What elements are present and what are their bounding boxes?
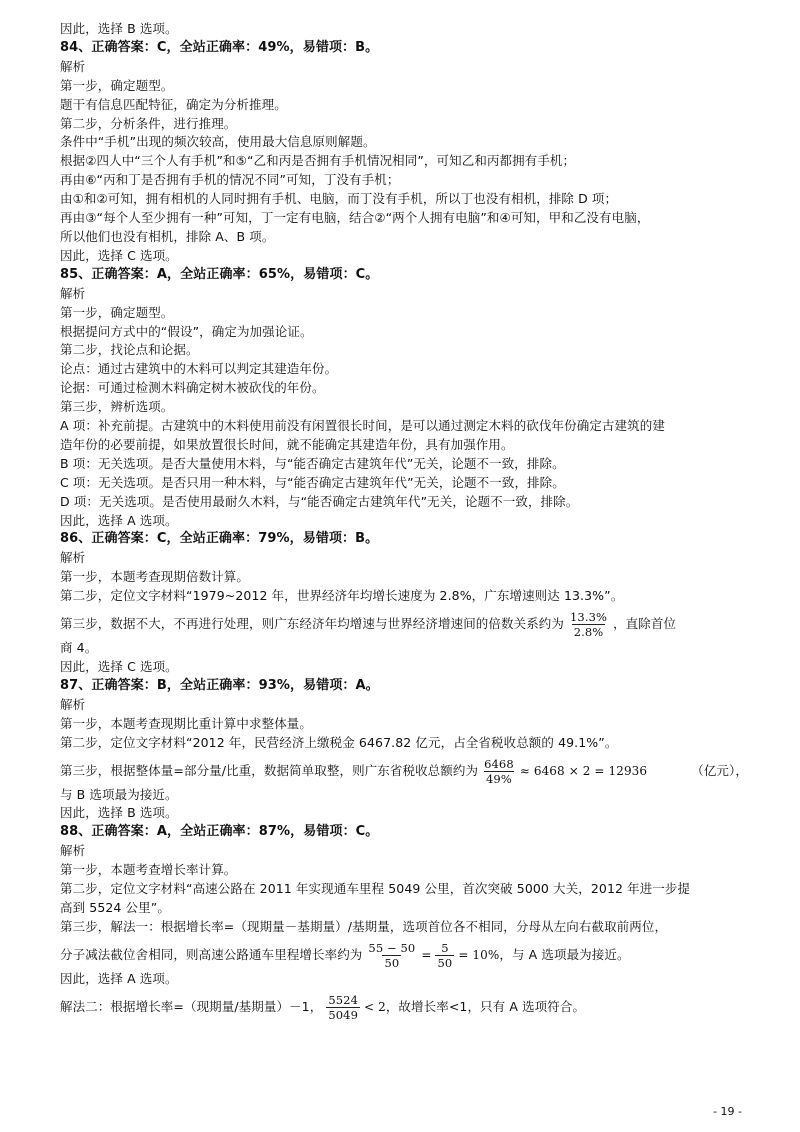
text-line: 条件中“手机”出现的频次较高，使用最大信息原则解题。 <box>60 134 376 150</box>
numerator: 5 <box>441 940 449 955</box>
analysis-label: 解析 <box>60 285 86 301</box>
numerator: 6468 <box>484 756 514 771</box>
formula-line <box>60 993 748 1022</box>
text-line: 根据②四人中“三个人有手机”和⑤“乙和丙是否拥有手机情况相同”，可知乙和丙都拥有手机； <box>60 153 576 169</box>
text-line: 第三步，解法一：根据增长率=（现期量－基期量）/基期量，选项首位各不相同，分母从左向右截取前两位， <box>60 918 668 934</box>
answer-86-heading: 86、正确答案：C，全站正确率：79%，易错项：B。 <box>60 531 379 547</box>
text-line: D 项：无关选项。是否使用最耐久木料，与“能否确定古建筑年代”无关，论题不一致，排除。 <box>60 493 579 509</box>
numerator: 55 − 50 <box>368 940 416 955</box>
text-line: 第一步，本题考查现期倍数计算。 <box>60 569 250 585</box>
analysis-label: 解析 <box>60 696 86 712</box>
text-line: 由①和②可知，拥有相机的人同时拥有手机、电脑，而丁没有手机，所以丁也没有相机，排除 D 项； <box>60 191 618 207</box>
fraction <box>435 941 454 970</box>
text-span: （亿元）， <box>691 762 748 778</box>
answer-87-heading: 87、正确答案：B，全站正确率：93%，易错项：A。 <box>60 677 379 693</box>
text-span: ，与 A 选项最为接近。 <box>499 946 630 962</box>
text-line: C 项：无关选项。是否只用一种木料，与“能否确定古建筑年代”无关，论题不一致，排除。 <box>60 474 565 490</box>
formula-line <box>60 757 748 786</box>
denominator: 50 <box>437 955 453 970</box>
text-line: 第一步，确定题型。 <box>60 77 174 93</box>
text-line: 第三步，辨析选项。 <box>60 399 174 415</box>
text-line: 第二步，分析条件，进行推理。 <box>60 115 237 131</box>
formula-line <box>60 610 748 639</box>
text-line: B 项：无关选项。是否大量使用木料，与“能否确定古建筑年代”无关，论题不一致，排除。 <box>60 455 565 471</box>
math-expression: ≈ 6468 × 2 = 12936 <box>519 763 648 778</box>
text-line: 第二步，定位文字材料“1979~2012 年，世界经济年均增长速度为 2.8%，广东增速则达 13.3%”。 <box>60 588 624 604</box>
fraction <box>326 993 360 1022</box>
answer-88-heading: 88、正确答案：A，全站正确率：87%，易错项：C。 <box>60 824 379 840</box>
answer-85-heading: 85、正确答案：A，全站正确率：65%，易错项：C。 <box>60 266 379 282</box>
denominator: 50 <box>384 955 400 970</box>
text-line: 商 4。 <box>60 640 98 656</box>
text-span: 解法二：根据增长率=（现期量/基期量）－1， <box>60 998 323 1014</box>
text-line: 所以他们也没有相机，排除 A、B 项。 <box>60 228 275 244</box>
text-span: 第三步，根据整体量=部分量/比重，数据简单取整，则广东省税收总额约为 <box>60 762 479 778</box>
text-line: 题干有信息匹配特征，确定为分析推理。 <box>60 96 287 112</box>
text-line: 第二步，找论点和论据。 <box>60 342 199 358</box>
text-line: A 项：补充前提。古建筑中的木料使用前没有闲置很长时间，是可以通过测定木料的砍伐年份确定古建筑的建 <box>60 418 665 434</box>
fraction <box>366 941 417 970</box>
text-span: 分子减法截位舍相同，则高速公路通车里程增长率约为 <box>60 946 363 962</box>
numerator: 5524 <box>328 992 359 1007</box>
text-line: 论点：通过古建筑中的木料可以判定其建造年份。 <box>60 361 338 377</box>
formula-line <box>60 941 748 970</box>
analysis-label: 解析 <box>60 843 86 859</box>
math-expression: = 10% <box>458 947 500 962</box>
text-line: 因此，选择 A 选项。 <box>60 512 178 528</box>
text-line: 因此，选择 C 选项。 <box>60 247 178 263</box>
text-line: 第一步，本题考查现期比重计算中求整体量。 <box>60 715 313 731</box>
denominator: 5049 <box>328 1007 359 1022</box>
analysis-label: 解析 <box>60 550 86 566</box>
answer-84-heading: 84、正确答案：C，全站正确率：49%，易错项：B。 <box>60 39 379 55</box>
text-line: 第一步，本题考查增长率计算。 <box>60 862 237 878</box>
text-line: 与 B 选项最为接近。 <box>60 786 178 802</box>
numerator: 13.3% <box>570 610 608 625</box>
text-span: 第三步，数据不大，不再进行处理，则广东经济年均增速与世界经济增速间的倍数关系约为 <box>60 616 565 632</box>
text-line: 再由⑥“丙和丁是否拥有手机的情况不同”可知，丁没有手机； <box>60 172 400 188</box>
math-expression: < 2 <box>364 999 386 1014</box>
text-line: 因此，选择 A 选项。 <box>60 970 178 986</box>
denominator: 49% <box>485 771 512 786</box>
math-expression: = <box>421 947 432 962</box>
text-line: 因此，选择 B 选项。 <box>60 805 178 821</box>
denominator: 2.8% <box>573 625 604 640</box>
fraction <box>482 757 516 786</box>
page-number: - 19 - <box>713 1105 742 1118</box>
text-line: 根据提问方式中的“假设”，确定为加强论证。 <box>60 323 313 339</box>
analysis-label: 解析 <box>60 58 86 74</box>
text-line: 造年份的必要前提，如果放置很长时间，就不能确定其建造年份，具有加强作用。 <box>60 436 514 452</box>
text-line: 论据：可通过检测木料确定树木被砍伐的年份。 <box>60 380 325 396</box>
text-span: ，故增长率<1，只有 A 选项符合。 <box>385 998 586 1014</box>
text-span: ，直除首位 <box>613 616 677 632</box>
text-line: 因此，选择 B 选项。 <box>60 21 178 36</box>
text-line: 高到 5524 公里”。 <box>60 899 170 915</box>
text-line: 第二步，定位文字材料“2012 年，民营经济上缴税金 6467.82 亿元，占全省税收总额的 49.1%”。 <box>60 734 618 750</box>
text-line: 因此，选择 C 选项。 <box>60 659 178 674</box>
fraction <box>568 610 609 639</box>
text-line: 第一步，确定题型。 <box>60 304 174 320</box>
text-line: 第二步，定位文字材料“高速公路在 2011 年实现通车里程 5049 公里，首次突破 5000 大关，2012 年进一步提 <box>60 881 691 897</box>
text-line: 再由③“每个人至少拥有一种”可知，丁一定有电脑，结合②“两个人拥有电脑”和④可知，甲和乙没有电脑， <box>60 210 650 226</box>
answer-page <box>60 20 748 1022</box>
